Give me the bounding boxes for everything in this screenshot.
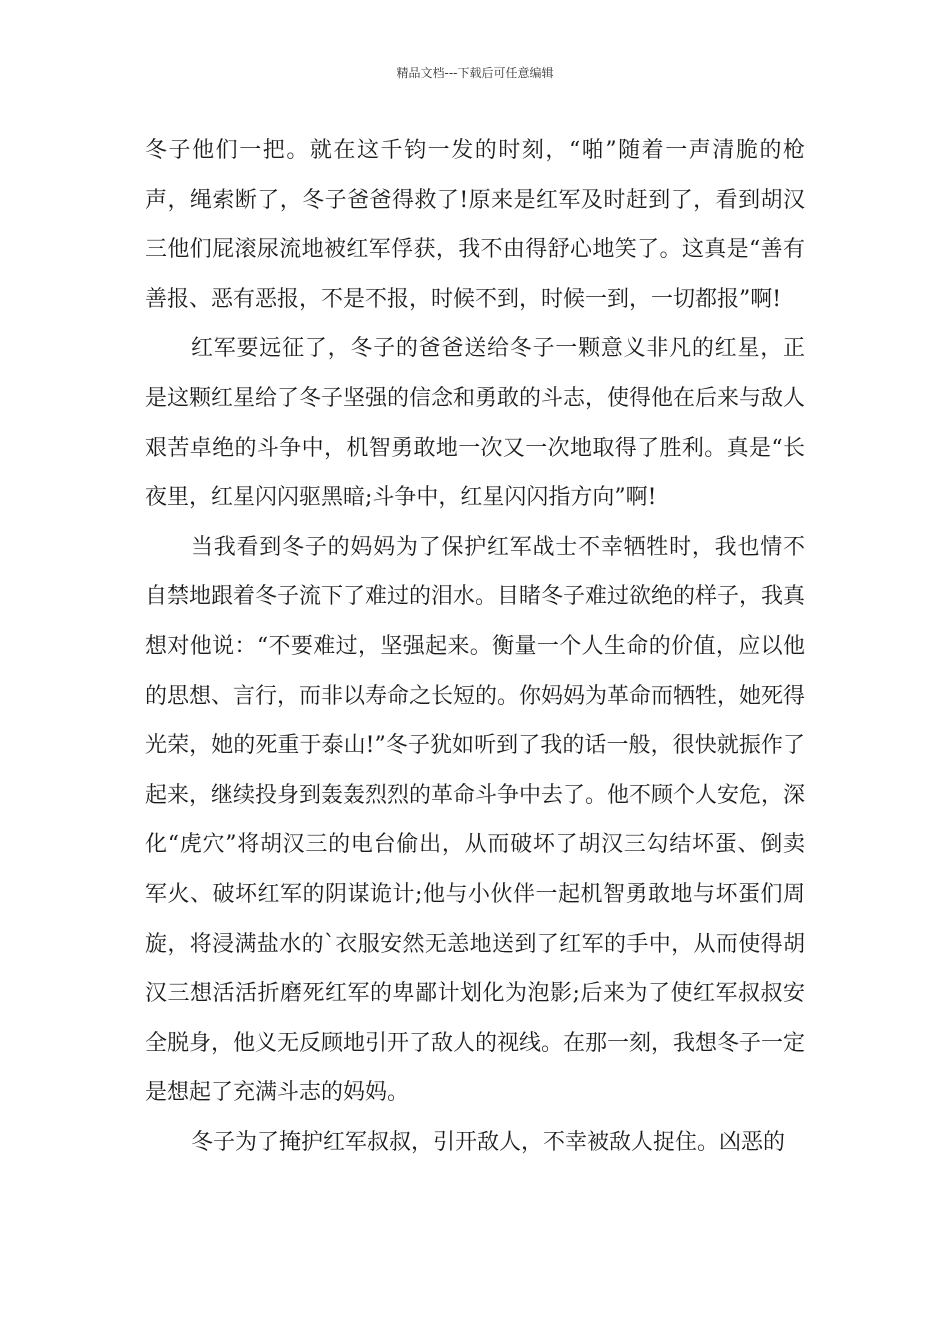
paragraph: 冬子他们一把。就在这千钧一发的时刻，“啪”随着一声清脆的枪声，绳索断了，冬子爸爸得救了!原来是红军及时赶到了，看到胡汉三他们屁滚尿流地被红军俘获，我不由得舒心地笑了。这真是“善有善报、恶有恶报，不是不报，时候不到，时候一到，一切都报”啊! [145, 138, 805, 312]
document-body [145, 126, 805, 1167]
paragraph: 冬子为了掩护红军叔叔，引开敌人，不幸被敌人捉住。凶恶的 [191, 1129, 786, 1155]
paragraph: 当我看到冬子的妈妈为了保护红军战士不幸牺牲时，我也情不自禁地跟着冬子流下了难过的泪水。目睹冬子难过欲绝的样子，我真想对他说：“不要难过，坚强起来。衡量一个人生命的价值，应以他的思想、言行，而非以寿命之长短的。你妈妈为革命而牺牲，她死得光荣，她的死重于泰山!”冬子犹如听到了我的话一般，很快就振作了起来，继续投身到轰轰烈烈的革命斗争中去了。他不顾个人安危，深化“虎穴”将胡汉三的电台偷出，从而破坏了胡汉三勾结坏蛋、倒卖军火、破坏红军的阴谋诡计;他与小伙伴一起机智勇敢地与坏蛋们周旋，将浸满盐水的`衣服安然无恙地送到了红军的手中，从而使得胡汉三想活活折磨死红军的卑鄙计划化为泡影;后来为了使红军叔叔安全脱身，他义无反顾地引开了敌人的视线。在那一刻，我想冬子一定是想起了充满斗志的妈妈。 [145, 534, 806, 1106]
paragraph: 红军要远征了，冬子的爸爸送给冬子一颗意义非凡的红星，正是这颗红星给了冬子坚强的信念和勇敢的斗志，使得他在后来与敌人艰苦卓绝的斗争中，机智勇敢地一次又一次地取得了胜利。真是“长夜里，红星闪闪驱黑暗;斗争中，红星闪闪指方向”啊! [145, 336, 806, 511]
page-header: 精品文档---下载后可任意编辑 [396, 66, 554, 80]
